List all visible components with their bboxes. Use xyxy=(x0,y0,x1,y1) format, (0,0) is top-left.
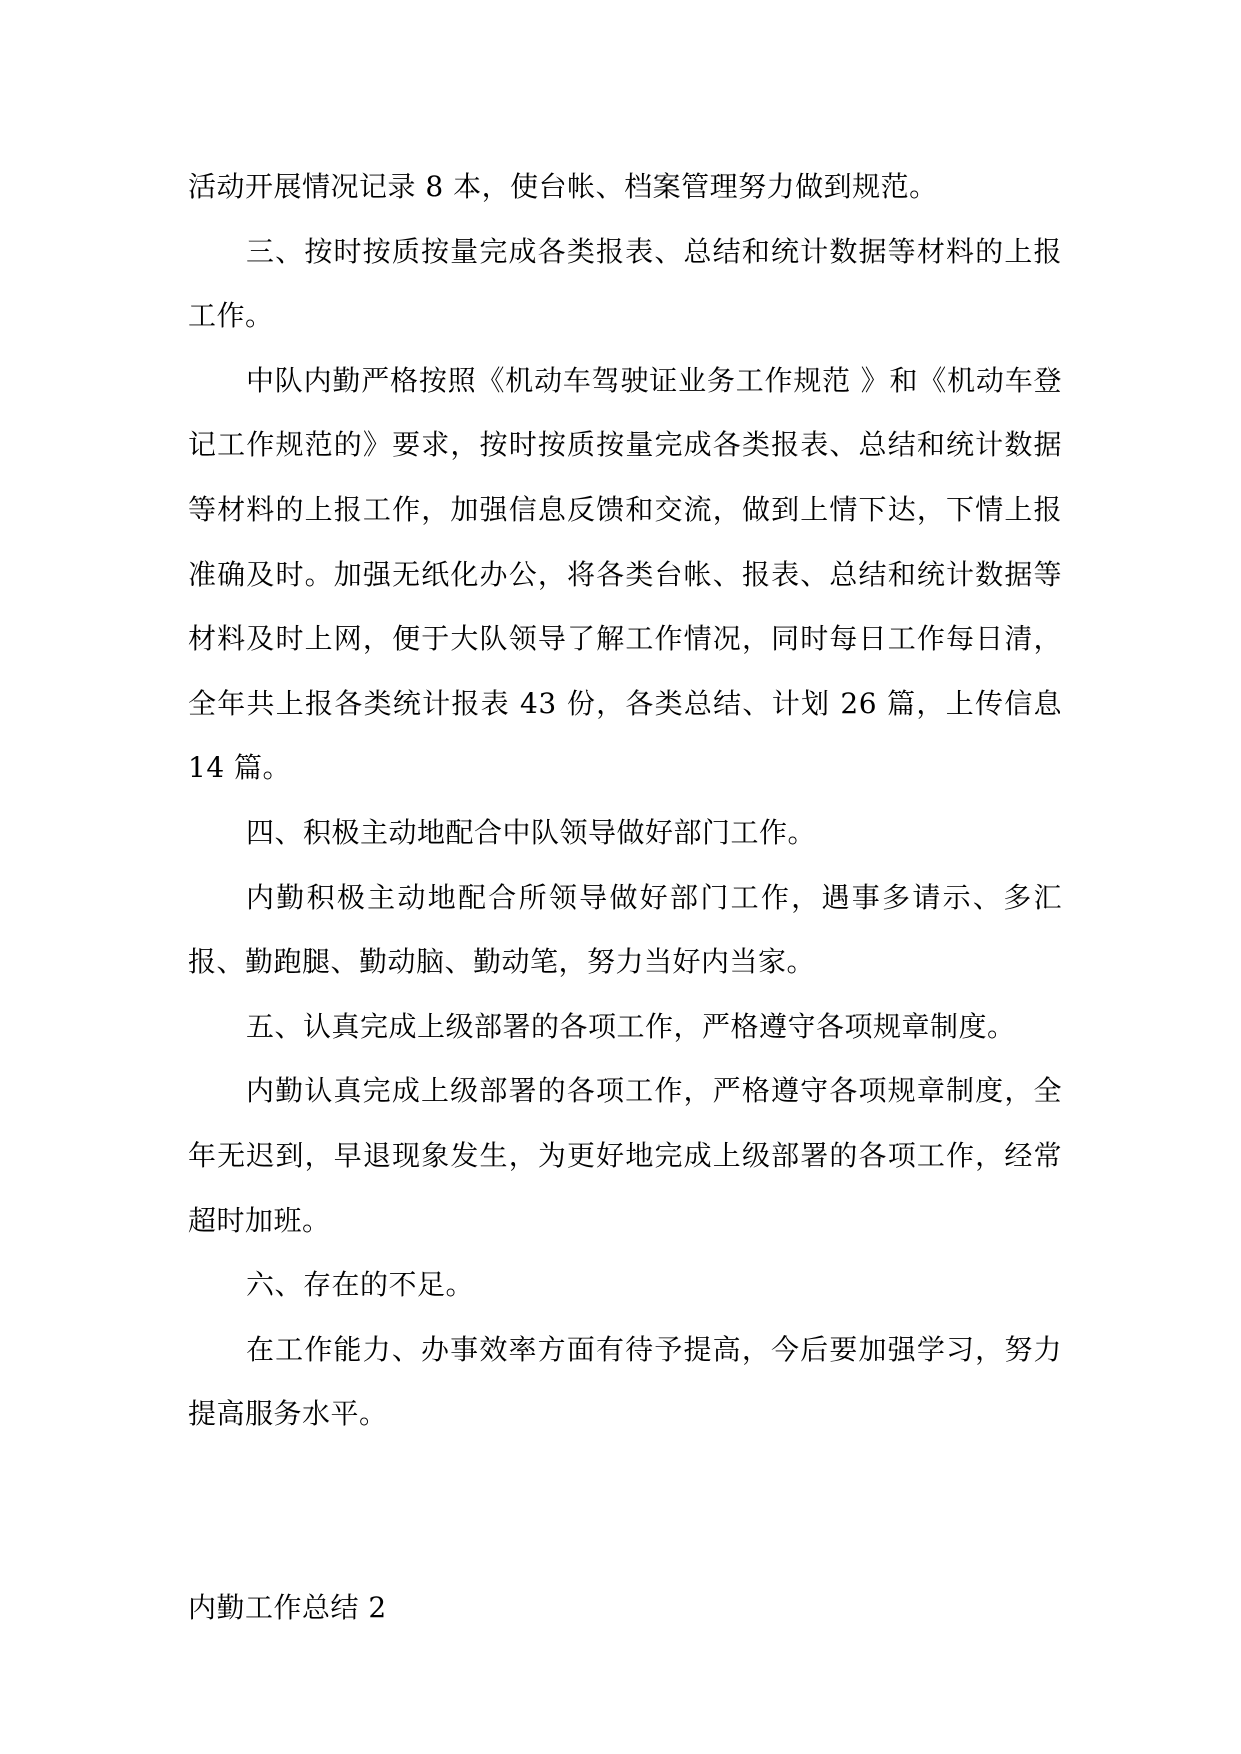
section-heading-3: 三、按时按质按量完成各类报表、总结和统计数据等材料的上报工作。 xyxy=(188,234,1062,333)
section-heading-4: 四、积极主动地配合中队领导做好部门工作。 xyxy=(246,815,817,849)
paragraph: 内勤认真完成上级部署的各项工作，严格遵守各项规章制度，全年无迟到，早退现象发生，为更好地完成上级部署的各项工作，经常超时加班。 xyxy=(188,1074,1062,1237)
paragraph: 活动开展情况记录 8 本，使台帐、档案管理努力做到规范。 xyxy=(188,170,938,203)
document-section-title: 内勤工作总结 2 xyxy=(188,1590,387,1624)
section-heading-6: 六、存在的不足。 xyxy=(246,1268,475,1302)
section-heading-5: 五、认真完成上级部署的各项工作，严格遵守各项规章制度。 xyxy=(246,1009,1016,1043)
paragraph: 中队内勤严格按照《机动车驾驶证业务工作规范 》和《机动车登记工作规范的》要求，按时按质按量完成各类报表、总结和统计数据等材料的上报工作，加强信息反馈和交流，做到上情下达，下情上报准确及时。加强无纸化办公，将各类台帐、报表、总结和统计数据等材料及时上网，便于大队领导了解工作情况，同时每日工作每日清，全年共上报各类统计报表 43 份，各类总结、计划 26 篇，上传信息 14 篇。 xyxy=(188,363,1062,785)
paragraph: 在工作能力、办事效率方面有待予提高，今后要加强学习，努力提高服务水平。 xyxy=(188,1332,1062,1431)
paragraph: 内勤积极主动地配合所领导做好部门工作，遇事多请示、多汇报、勤跑腿、勤动脑、勤动笔，努力当好内当家。 xyxy=(188,880,1062,979)
document-body xyxy=(188,155,1062,1640)
